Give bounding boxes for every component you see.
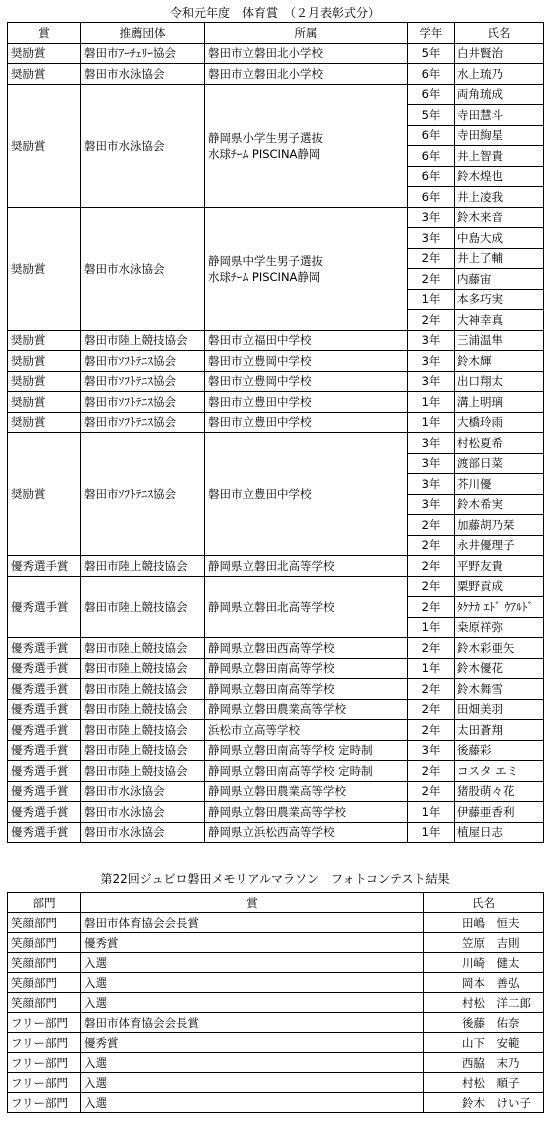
org-cell: 磐田市陸上競技協会: [81, 658, 205, 679]
org-cell: 磐田市陸上競技協会: [81, 761, 205, 782]
prize-cell: 入選: [81, 953, 424, 973]
contest-header-row: [8, 893, 544, 913]
grade-cell: 2年: [408, 310, 455, 331]
name-cell: 鈴木優花: [455, 658, 544, 679]
grade-cell: 2年: [408, 515, 455, 536]
org-cell: 磐田市水泳協会: [81, 781, 205, 802]
winner-cell: 山下 安範: [424, 1033, 544, 1053]
school-cell: 静岡県立浜松西高等学校: [205, 822, 408, 843]
school-cell: 磐田市立豊岡中学校: [205, 351, 408, 372]
award-cell: 優秀選手賞: [8, 781, 81, 802]
name-cell: 桒原祥弥: [455, 617, 544, 638]
grade-cell: 1年: [408, 658, 455, 679]
school-cell: 磐田市立磐田北小学校: [205, 43, 408, 64]
award-cell: 優秀選手賞: [8, 576, 81, 638]
grade-cell: 3年: [408, 351, 455, 372]
org-cell: 磐田市陸上競技協会: [81, 330, 205, 351]
name-cell: 大橋玲雨: [455, 412, 544, 433]
award-cell: 奨励賞: [8, 412, 81, 433]
org-cell: 磐田市ｱｰﾁｪﾘｰ協会: [81, 43, 205, 64]
org-cell: 磐田市ｿﾌﾄﾃﾆｽ協会: [81, 433, 205, 556]
section2-title: 第22回ジュビロ磐田メモリアルマラソン フォトコンテスト結果: [100, 872, 450, 886]
grade-cell: 6年: [408, 84, 455, 105]
org-cell: 磐田市陸上競技協会: [81, 740, 205, 761]
table-row: [8, 658, 544, 679]
division-cell: 笑顔部門: [8, 993, 81, 1013]
org-cell: 磐田市水泳協会: [81, 84, 205, 207]
division-cell: 笑顔部門: [8, 953, 81, 973]
table-row: [8, 933, 544, 953]
winner-cell: 川崎 健太: [424, 953, 544, 973]
name-cell: 中島大成: [455, 228, 544, 249]
school-cell: 静岡県立磐田南高等学校 定時制: [205, 761, 408, 782]
grade-cell: 3年: [408, 740, 455, 761]
award-cell: 優秀選手賞: [8, 556, 81, 577]
grade-cell: 2年: [408, 638, 455, 659]
school-cell: 静岡県小学生男子選抜 水球ﾁｰﾑ PISCINA静岡: [205, 84, 408, 207]
name-cell: コスタ エミ: [455, 761, 544, 782]
award-cell: 奨励賞: [8, 330, 81, 351]
grade-cell: 6年: [408, 146, 455, 167]
name-cell: 井上智貴: [455, 146, 544, 167]
header-name: 氏名: [455, 23, 544, 44]
grade-cell: 2年: [408, 535, 455, 556]
division-cell: フリー部門: [8, 1073, 81, 1093]
name-cell: ﾀｹﾅｶ ｴﾄﾞ ｳｱﾙﾄﾞ: [455, 597, 544, 618]
table-row: [8, 913, 544, 933]
name-cell: 寺田慧斗: [455, 105, 544, 126]
name-cell: 村松夏希: [455, 433, 544, 454]
award-cell: 奨励賞: [8, 351, 81, 372]
table-row: [8, 781, 544, 802]
name-cell: 粟野貢成: [455, 576, 544, 597]
prize-cell: 優秀賞: [81, 933, 424, 953]
name-cell: 三浦温隼: [455, 330, 544, 351]
name-cell: 井上凌我: [455, 187, 544, 208]
division-cell: 笑顔部門: [8, 933, 81, 953]
prize-cell: 入選: [81, 993, 424, 1013]
winner-cell: 後藤 佑奈: [424, 1013, 544, 1033]
table-row: [8, 638, 544, 659]
table-row: [8, 1013, 544, 1033]
award-cell: 優秀選手賞: [8, 740, 81, 761]
table-row: [8, 679, 544, 700]
award-cell: 優秀選手賞: [8, 822, 81, 843]
table-row: [8, 84, 544, 105]
school-cell: 静岡県立磐田北高等学校: [205, 576, 408, 638]
name-cell: 大神幸真: [455, 310, 544, 331]
grade-cell: 2年: [408, 679, 455, 700]
school-cell: 静岡県立磐田南高等学校 定時制: [205, 740, 408, 761]
photo-contest-table: [7, 892, 544, 1113]
table-row: [8, 802, 544, 823]
name-cell: 鈴木希実: [455, 494, 544, 515]
winner-cell: 鈴木 けい子: [424, 1093, 544, 1113]
awards-table: [7, 22, 544, 843]
awards-header-row: [8, 23, 544, 44]
org-cell: 磐田市ｿﾌﾄﾃﾆｽ協会: [81, 412, 205, 433]
award-cell: 優秀選手賞: [8, 802, 81, 823]
table-row: [8, 740, 544, 761]
prize-cell: 磐田市体育協会会長賞: [81, 913, 424, 933]
table-row: [8, 1053, 544, 1073]
prize-cell: 磐田市体育協会会長賞: [81, 1013, 424, 1033]
grade-cell: 1年: [408, 392, 455, 413]
school-cell: 磐田市立豊田中学校: [205, 412, 408, 433]
award-cell: 奨励賞: [8, 207, 81, 330]
table-row: [8, 953, 544, 973]
winner-cell: 村松 洋二郎: [424, 993, 544, 1013]
name-cell: 伊藤亜香利: [455, 802, 544, 823]
division-cell: フリー部門: [8, 1033, 81, 1053]
name-cell: 井上了輔: [455, 248, 544, 269]
org-cell: 磐田市陸上競技協会: [81, 699, 205, 720]
division-cell: フリー部門: [8, 1013, 81, 1033]
award-cell: 奨励賞: [8, 433, 81, 556]
grade-cell: 2年: [408, 699, 455, 720]
org-cell: 磐田市陸上競技協会: [81, 720, 205, 741]
grade-cell: 6年: [408, 125, 455, 146]
table-row: [8, 371, 544, 392]
name-cell: 芥川優: [455, 474, 544, 495]
grade-cell: 1年: [408, 802, 455, 823]
grade-cell: 3年: [408, 371, 455, 392]
grade-cell: 2年: [408, 781, 455, 802]
org-cell: 磐田市陸上競技協会: [81, 679, 205, 700]
grade-cell: 2年: [408, 576, 455, 597]
division-cell: フリー部門: [8, 1093, 81, 1113]
grade-cell: 6年: [408, 64, 455, 85]
school-cell: 静岡県立磐田農業高等学校: [205, 699, 408, 720]
prize-cell: 入選: [81, 1053, 424, 1073]
header-award: 賞: [8, 23, 81, 44]
school-cell: 静岡県立磐田南高等学校: [205, 658, 408, 679]
table-row: [8, 699, 544, 720]
award-cell: 優秀選手賞: [8, 679, 81, 700]
org-cell: 磐田市水泳協会: [81, 64, 205, 85]
grade-cell: 2年: [408, 720, 455, 741]
org-cell: 磐田市陸上競技協会: [81, 576, 205, 638]
name-cell: 鈴木輝: [455, 351, 544, 372]
header-org: 推薦団体: [81, 23, 205, 44]
table-row: [8, 351, 544, 372]
school-cell: 静岡県立磐田西高等学校: [205, 638, 408, 659]
table-row: [8, 1073, 544, 1093]
table-row: [8, 1093, 544, 1113]
table-row: [8, 392, 544, 413]
table-row: [8, 720, 544, 741]
school-cell: 静岡県立磐田農業高等学校: [205, 781, 408, 802]
grade-cell: 5年: [408, 105, 455, 126]
grade-cell: 5年: [408, 43, 455, 64]
prize-cell: 優秀賞: [81, 1033, 424, 1053]
table-row: [8, 576, 544, 597]
name-cell: 鈴木煌也: [455, 166, 544, 187]
award-cell: 優秀選手賞: [8, 699, 81, 720]
school-cell: 磐田市立豊岡中学校: [205, 371, 408, 392]
winner-cell: 西脇 末乃: [424, 1053, 544, 1073]
name-cell: 寺田絢星: [455, 125, 544, 146]
name-cell: 平野友貴: [455, 556, 544, 577]
award-cell: 優秀選手賞: [8, 720, 81, 741]
award-cell: 奨励賞: [8, 64, 81, 85]
award-cell: 奨励賞: [8, 84, 81, 207]
award-cell: 奨励賞: [8, 392, 81, 413]
grade-cell: 3年: [408, 228, 455, 249]
name-cell: 水上琉乃: [455, 64, 544, 85]
grade-cell: 3年: [408, 474, 455, 495]
grade-cell: 1年: [408, 289, 455, 310]
school-cell: 磐田市立豊田中学校: [205, 392, 408, 413]
name-cell: 渡部日菜: [455, 453, 544, 474]
table-row: [8, 993, 544, 1013]
grade-cell: 3年: [408, 494, 455, 515]
header-school: 所属: [205, 23, 408, 44]
org-cell: 磐田市陸上競技協会: [81, 638, 205, 659]
award-cell: 奨励賞: [8, 43, 81, 64]
winner-cell: 田嶋 恒夫: [424, 913, 544, 933]
grade-cell: 6年: [408, 166, 455, 187]
grade-cell: 3年: [408, 207, 455, 228]
winner-cell: 村松 順子: [424, 1073, 544, 1093]
grade-cell: 2年: [408, 761, 455, 782]
winner-cell: 岡本 善弘: [424, 973, 544, 993]
header-grade: 学年: [408, 23, 455, 44]
division-cell: 笑顔部門: [8, 913, 81, 933]
org-cell: 磐田市陸上競技協会: [81, 556, 205, 577]
grade-cell: 3年: [408, 453, 455, 474]
prize-cell: 入選: [81, 1093, 424, 1113]
org-cell: 磐田市ｿﾌﾄﾃﾆｽ協会: [81, 351, 205, 372]
grade-cell: 1年: [408, 412, 455, 433]
table-row: [8, 330, 544, 351]
name-cell: 太田蒼翔: [455, 720, 544, 741]
grade-cell: 3年: [408, 330, 455, 351]
school-cell: 静岡県立磐田北高等学校: [205, 556, 408, 577]
name-cell: 鈴木彩亜矢: [455, 638, 544, 659]
award-cell: 優秀選手賞: [8, 638, 81, 659]
grade-cell: 2年: [408, 269, 455, 290]
grade-cell: 1年: [408, 617, 455, 638]
grade-cell: 6年: [408, 187, 455, 208]
org-cell: 磐田市ｿﾌﾄﾃﾆｽ協会: [81, 371, 205, 392]
name-cell: 溝上明璃: [455, 392, 544, 413]
grade-cell: 2年: [408, 248, 455, 269]
name-cell: 田畑美羽: [455, 699, 544, 720]
name-cell: 白井賢治: [455, 43, 544, 64]
grade-cell: 2年: [408, 597, 455, 618]
school-cell: 磐田市立磐田北小学校: [205, 64, 408, 85]
section1-title: 令和元年度 体育賞 （２月表彰式分）: [169, 6, 380, 20]
table-row: [8, 433, 544, 454]
table-row: [8, 64, 544, 85]
table-row: [8, 43, 544, 64]
prize-cell: 入選: [81, 1073, 424, 1093]
grade-cell: 3年: [408, 433, 455, 454]
school-cell: 静岡県立磐田農業高等学校: [205, 802, 408, 823]
table-row: [8, 1033, 544, 1053]
org-cell: 磐田市水泳協会: [81, 822, 205, 843]
table-row: [8, 556, 544, 577]
division-cell: フリー部門: [8, 1053, 81, 1073]
division-cell: 笑顔部門: [8, 973, 81, 993]
name-cell: 後藤彩: [455, 740, 544, 761]
header-winner: 氏名: [424, 893, 544, 913]
table-row: [8, 761, 544, 782]
table-row: [8, 973, 544, 993]
name-cell: 永井優理子: [455, 535, 544, 556]
name-cell: 猪股萌々花: [455, 781, 544, 802]
name-cell: 本多巧実: [455, 289, 544, 310]
name-cell: 出口翔太: [455, 371, 544, 392]
table-row: [8, 207, 544, 228]
school-cell: 静岡県中学生男子選抜 水球ﾁｰﾑ PISCINA静岡: [205, 207, 408, 330]
award-cell: 奨励賞: [8, 371, 81, 392]
header-prize: 賞: [81, 893, 424, 913]
grade-cell: 2年: [408, 556, 455, 577]
org-cell: 磐田市水泳協会: [81, 207, 205, 330]
name-cell: 加藤胡乃栞: [455, 515, 544, 536]
winner-cell: 笠原 吉則: [424, 933, 544, 953]
org-cell: 磐田市水泳協会: [81, 802, 205, 823]
school-cell: 浜松市立高等学校: [205, 720, 408, 741]
org-cell: 磐田市ｿﾌﾄﾃﾆｽ協会: [81, 392, 205, 413]
table-row: [8, 412, 544, 433]
award-cell: 優秀選手賞: [8, 658, 81, 679]
award-cell: 優秀選手賞: [8, 761, 81, 782]
name-cell: 両角琉成: [455, 84, 544, 105]
grade-cell: 1年: [408, 822, 455, 843]
table-row: [8, 822, 544, 843]
prize-cell: 入選: [81, 973, 424, 993]
school-cell: 静岡県立磐田南高等学校: [205, 679, 408, 700]
school-cell: 磐田市立福田中学校: [205, 330, 408, 351]
school-cell: 磐田市立豊田中学校: [205, 433, 408, 556]
name-cell: 内藤宙: [455, 269, 544, 290]
name-cell: 植屋日志: [455, 822, 544, 843]
header-division: 部門: [8, 893, 81, 913]
name-cell: 鈴木舞雪: [455, 679, 544, 700]
name-cell: 鈴木来音: [455, 207, 544, 228]
